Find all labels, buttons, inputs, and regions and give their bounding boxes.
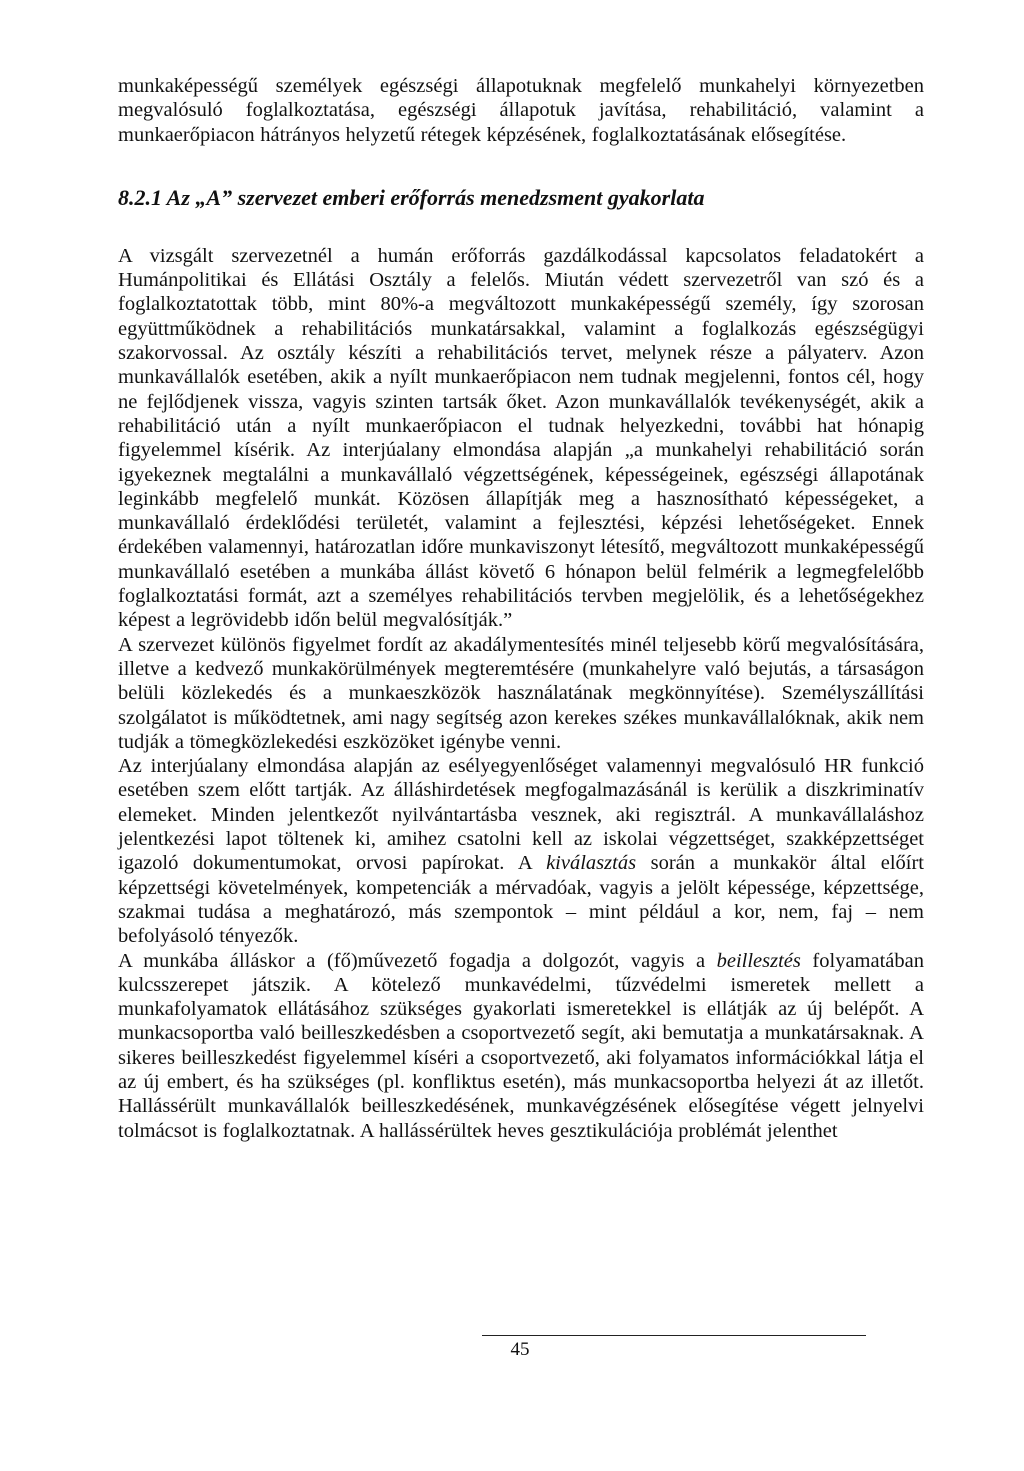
page-number: 45	[510, 1339, 530, 1360]
paragraph-equal-opportunity	[118, 754, 924, 948]
section-heading: 8.2.1 Az „A” szervezet emberi erőforrás menedzsment gyakorlata	[118, 184, 705, 210]
paragraph-equal-opportunity-text-2: során a munkakör által előírt képzettségi követelmények, kompetenciák a mérvadóak, vagyis a jelölt képessége, képzettsége, szakmai tudása a meghatározó, más szempontok – mint például a kor, nem, faj – nem befolyásoló tényezők.	[118, 852, 925, 948]
paragraph-onboarding-text-1: A munkába álláskor a (fő)művezető fogadja a dolgozót, vagyis a	[118, 949, 717, 972]
paragraph-accessibility: A szervezet különös figyelmet fordít az akadálymentesítés minél teljesebb körű megvalósítására, illetve a kedvező munkakörülmények megteremtésére (munkahelyre való bejutás, a társaságon belüli közlekedés és a munkaeszközök használatának megkönnyítése). Személyszállítási szolgálatot is működtetnek, ami nagy segítség azon kerekes székes munkavállalóknak, akik nem tudják a tömegközlekedési eszközöket igénybe venni.	[118, 633, 924, 753]
paragraph-equal-opportunity-text-1: Az interjúalany elmondása alapján az esélyegyenlőséget valamennyi megvalósuló HR funkció esetében szem előtt tartják. Az álláshirdetések megfogalmazásánál is kerülik a diszkriminatív elemeket. Minden jelentkezőt nyilvántartásba vesznek, aki regisztrál. A munkavállaláshoz jelentkezési lapot töltenek ki, amihez csatolni kell az iskolai végzettséget, szakképzettséget igazoló dokumentumokat, orvosi papírokat. A	[118, 755, 924, 875]
term-integration: beillesztés	[716, 949, 801, 972]
paragraph-hr-department: A vizsgált szervezetnél a humán erőforrás gazdálkodással kapcsolatos feladatokért a Humánpolitikai és Ellátási Osztály a felelős. Miután védett szervezetről van szó és a foglalkoztatottak több, mint 80%-a megváltozott munkaképességű személy, így szorosan együttműködnek a rehabilitációs munkatársakkal, valamint a foglalkozás egészségügyi szakorvossal. Az osztály készíti a rehabilitációs tervet, melynek része a pályaterv. Azon munkavállalók esetében, akik a nyílt munkaerőpiacon nem tudnak megjelenni, fontos cél, hogy ne fejlődjenek vissza, vagyis szinten tartsák őket. Azon munkavállalók tevékenységét, akik a rehabilitáció után a nyílt munkaerőpiacon el tudnak helyezkedni, további hat hónapig figyelemmel kísérik. Az interjúalany elmondása alapján „a munkahelyi rehabilitáció során igyekeznek megtalálni a munkavállaló végzettségének, képességeinek, egészségi állapotának leginkább megfelelő munkát. Közösen állapítják meg a hasznosítható képességeket, a munkavállaló érdeklődési területét, valamint a fejlesztési, képzési lehetőségeket. Ennek érdekében valamennyi, határozatlan időre munkaviszonyt létesítő, megváltozott munkaképességű munkavállaló esetében a munkába állást követő 6 hónapon belül felmérik a legmegfelelőbb foglalkoztatási formát, azt a személyes rehabilitációs tervben megjelölik, és a lehetőségekhez képest a legrövidebb időn belül megvalósítják.”	[118, 244, 924, 632]
paragraph-onboarding	[118, 949, 924, 1143]
footer-divider	[482, 1335, 866, 1336]
term-selection: kiválasztás	[546, 852, 637, 875]
paragraph-onboarding-text-2: folyamatában kulcsszerepet játszik. A kötelező munkavédelmi, tűzvédelmi ismeretek mellett a munkafolyamatok ellátásához szükséges gyakorlati ismeretekkel is ellátják az új belépőt. A munkacsoportba való beilleszkedésben a csoportvezető segít, aki bemutatja a munkatársaknak. A sikeres beilleszkedést figyelemmel kíséri a csoportvezető, aki folyamatos információkkal látja el az új embert, és ha szükséges (pl. konfliktus esetén), más munkacsoportba helyezi át az illetőt. Hallássérült munkavállalók beilleszkedésének, munkavégzésének elősegítése végett jelnyelvi tolmácsot is foglalkoztatnak. A hallássérültek heves gesztikulációja problémát jelenthet	[118, 949, 924, 1142]
document-page	[118, 74, 924, 1143]
intro-paragraph: munkaképességű személyek egészségi állapotuknak megfelelő munkahelyi környezetben megvalósuló foglalkoztatása, egészségi állapotuk javítása, rehabilitáció, valamint a munkaerőpiacon hátrányos helyzetű rétegek képzésének, foglalkoztatásának elősegítése.	[118, 75, 924, 146]
